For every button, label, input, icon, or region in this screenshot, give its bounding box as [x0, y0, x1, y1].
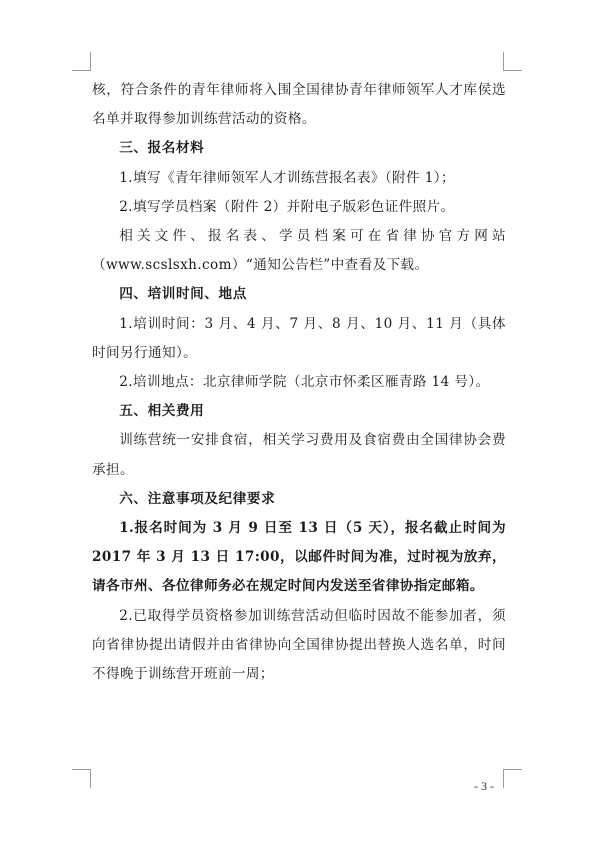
crop-mark-bottom-left [72, 769, 91, 788]
section-heading-materials: 三、报名材料 [119, 140, 205, 157]
crop-mark-top-left [72, 52, 91, 71]
paragraph-registration-deadline: 1.报名时间为 3 月 9 日至 13 日（5 天），报名截止时间为 2017 年 3 月 13 日 17:00，以邮件时间为准，过时视为放弃，请各市州、各位律师务必在规定时间内发送至省律协指定邮箱。 [92, 520, 506, 595]
paragraph-fees: 训练营统一安排食宿，相关学习费用及食宿费由全国律协会费承担。 [92, 432, 506, 478]
paragraph-training-location: 2.培训地点：北京律师学院（北京市怀柔区雁青路 14 号）。 [119, 374, 490, 391]
paragraph-training-time: 1.培训时间：3 月、4 月、7 月、8 月、10 月、11 月（具体时间另行通知）。 [92, 315, 506, 361]
paragraph-materials-download: 相关文件、报名表、学员档案可在省律协官方网站（www.scslsxh.com）“通知公告栏”中查看及下载。 [92, 228, 506, 274]
crop-mark-top-right [503, 52, 522, 71]
paragraph-continuation: 核，符合条件的青年律师将入围全国律协青年律师领军人才库侯选名单并取得参加训练营活动的资格。 [92, 82, 506, 128]
paragraph-materials-1: 1.填写《青年律师领军人才训练营报名表》（附件 1）； [119, 169, 455, 186]
paragraph-materials-2: 2.填写学员档案（附件 2）并附电子版彩色证件照片。 [119, 198, 455, 215]
crop-mark-bottom-right [503, 769, 522, 788]
section-heading-fees: 五、相关费用 [119, 403, 205, 420]
section-heading-rules: 六、注意事项及纪律要求 [119, 490, 276, 507]
paragraph-leave-request: 2.已取得学员资格参加训练营活动但临时因故不能参加者，须向省律协提出请假并由省律协向全国律协提出替换人选名单，时间不得晚于训练营开班前一周； [92, 607, 506, 683]
page-number: - 3 - [474, 779, 494, 793]
section-heading-time-location: 四、培训时间、地点 [119, 286, 247, 303]
document-body [92, 76, 506, 689]
